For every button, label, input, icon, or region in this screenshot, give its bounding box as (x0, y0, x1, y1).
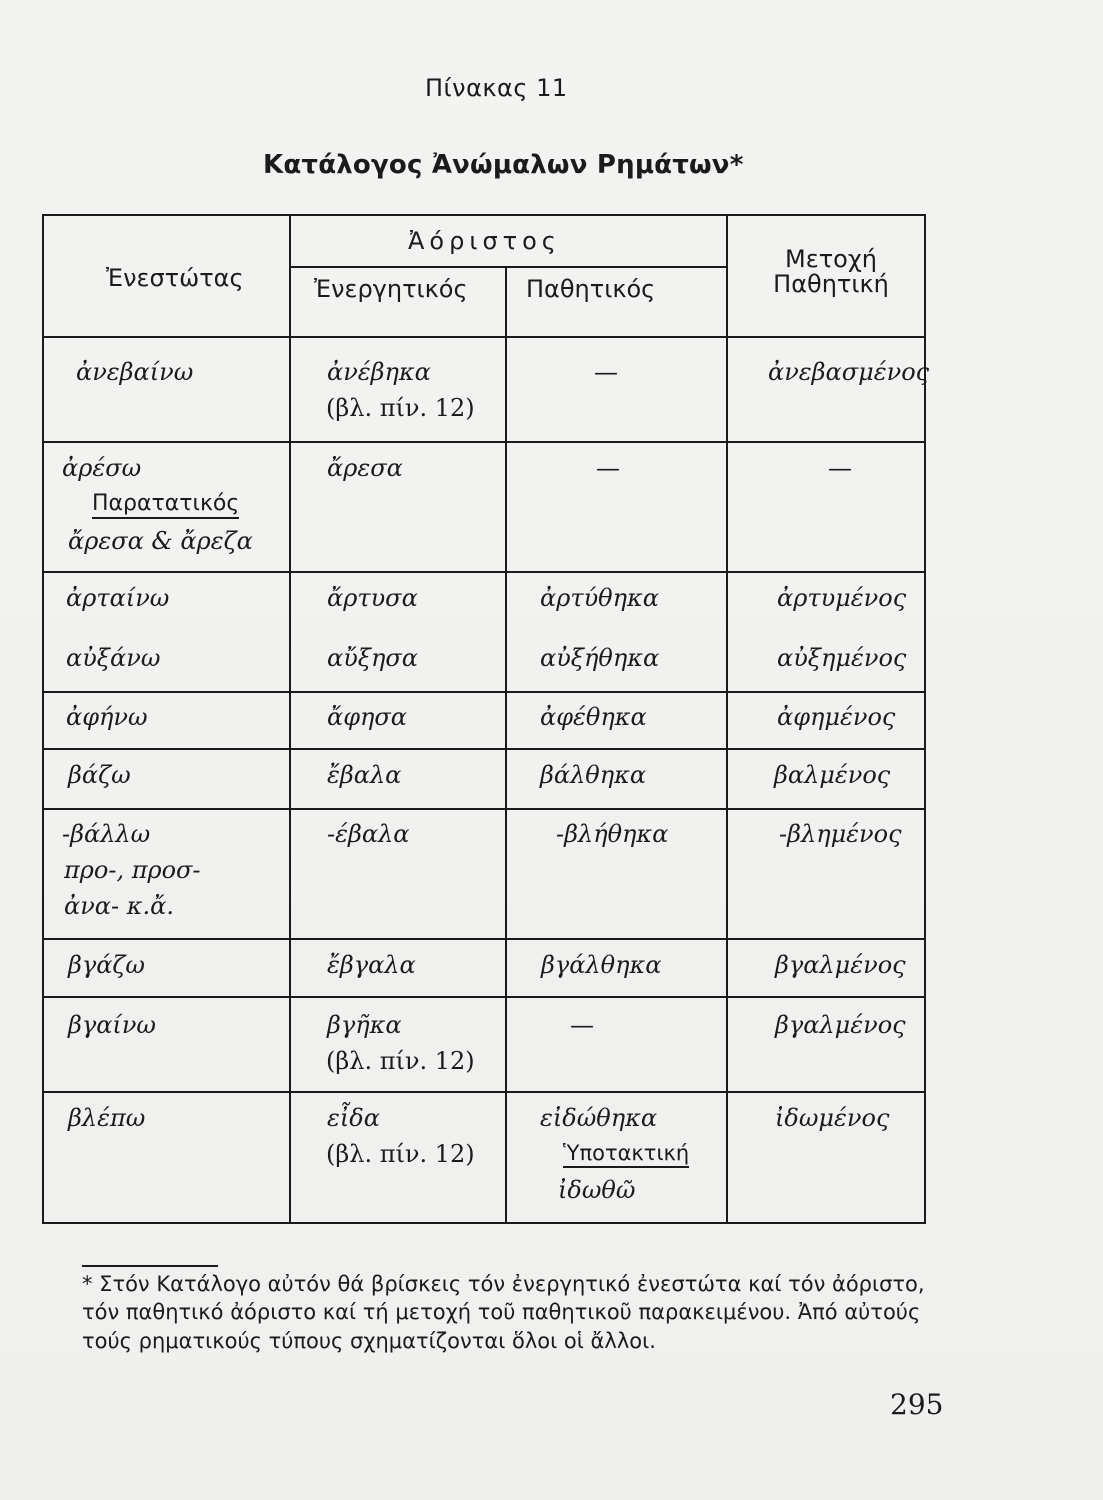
table-cell: ἀρέσω (62, 454, 142, 482)
table-cell: — (594, 358, 618, 386)
table-cell: ἰδωθῶ (558, 1176, 636, 1204)
table-divider-horizontal (44, 938, 924, 940)
table-cell: αὔξησα (327, 644, 418, 672)
table-divider-horizontal (289, 266, 726, 268)
table-cell: Ὑποτακτική (563, 1142, 689, 1168)
header-passive: Παθητικός (526, 275, 656, 303)
table-cell: ἀρτύθηκα (540, 584, 659, 612)
table-cell: ἄφησα (327, 703, 407, 731)
footnote-rule (82, 1265, 218, 1267)
table-cell: -βάλλω (62, 820, 151, 848)
header-participle: Μετοχή Παθητική (773, 245, 889, 299)
table-divider-horizontal (44, 748, 924, 750)
table-cell: βάζω (68, 761, 131, 789)
table-cell: βλέπω (68, 1104, 146, 1132)
table-cell: ἀνέβηκα (327, 358, 431, 386)
table-cell: (βλ. πίν. 12) (326, 394, 475, 422)
table-divider-horizontal (44, 571, 924, 573)
table-cell: βγῆκα (327, 1011, 402, 1039)
table-cell: — (596, 454, 620, 482)
table-cell: προ-, προσ- (64, 856, 201, 884)
table-cell: ἀνα- κ.ἄ. (64, 892, 174, 920)
table-divider-horizontal (44, 691, 924, 693)
table-cell: ἰδωμένος (775, 1104, 890, 1132)
table-cell: -βλημένος (779, 820, 902, 848)
table-cell: ἔβαλα (327, 761, 402, 789)
table-cell: ἄρτυσα (327, 584, 418, 612)
table-cell: (βλ. πίν. 12) (326, 1140, 475, 1168)
header-active: Ἐνεργητικός (314, 275, 468, 303)
page-number: 295 (890, 1388, 944, 1421)
table-cell: εἶδα (327, 1104, 380, 1132)
table-cell: -βλήθηκα (556, 820, 669, 848)
table-cell: βγαλμένος (775, 1011, 906, 1039)
table-cell: βγαλμένος (775, 951, 906, 979)
table-cell: ἀφημένος (777, 703, 896, 731)
table-cell: ἀρταίνω (66, 584, 170, 612)
table-divider-horizontal (44, 441, 924, 443)
header-present: Ἐνεστώτας (106, 264, 244, 292)
table-label: Πίνακας 11 (425, 74, 568, 102)
table-divider-vertical (726, 216, 728, 1222)
table-divider-vertical (505, 266, 507, 1222)
table-cell: αὐξάνω (66, 644, 161, 672)
table-cell: βγάζω (68, 951, 146, 979)
table-divider-horizontal (44, 808, 924, 810)
table-cell: ἀφήνω (66, 703, 148, 731)
footnote (82, 1270, 962, 1355)
table-divider-vertical (289, 216, 291, 1222)
table-cell: ἀρτυμένος (777, 584, 907, 612)
table-cell: ἄρεσα & ἄρεζα (68, 527, 253, 555)
table-divider-horizontal (44, 996, 924, 998)
table-cell: ἀνεβασμένος (768, 358, 930, 386)
irregular-verbs-table (42, 214, 930, 1224)
table-cell: εἰδώθηκα (540, 1104, 658, 1132)
table-cell: — (570, 1011, 594, 1039)
table-cell: ἄρεσα (327, 454, 403, 482)
table-cell: βαλμένος (774, 761, 891, 789)
table-divider-horizontal (44, 336, 924, 338)
table-title: Κατάλογος Ἀνώμαλων Ρημάτων* (263, 150, 744, 180)
header-aorist: Ἀόριστος (408, 227, 561, 255)
table-cell: (βλ. πίν. 12) (326, 1047, 475, 1075)
table-cell: -έβαλα (327, 820, 410, 848)
table-cell: αὐξημένος (777, 644, 907, 672)
table-cell: ἀνεβαίνω (76, 358, 194, 386)
table-divider-horizontal (44, 1091, 924, 1093)
footnote-line-1: * Στόν Κατάλογο αὐτόν θά βρίσκεις τόν ἐνεργητικό ἐνεστώτα καί τόν ἀόριστο, (82, 1272, 925, 1296)
table-cell: — (828, 454, 852, 482)
footnote-line-3: τούς ρηματικούς τύπους σχηματίζονται ὅλοι οἱ ἄλλοι. (82, 1328, 656, 1353)
table-cell: ἔβγαλα (327, 951, 416, 979)
table-cell: βάλθηκα (540, 761, 647, 789)
table-cell: ἀφέθηκα (540, 703, 647, 731)
footnote-line-2: τόν παθητικό ἀόριστο καί τή μετοχή τοῦ παθητικοῦ παρακειμένου. Ἀπό αὐτούς (82, 1300, 921, 1325)
table-cell: βγαίνω (68, 1011, 156, 1039)
table-cell: Παρατατικός (92, 492, 239, 519)
table-cell: βγάλθηκα (541, 951, 662, 979)
table-cell: αὐξήθηκα (540, 644, 660, 672)
